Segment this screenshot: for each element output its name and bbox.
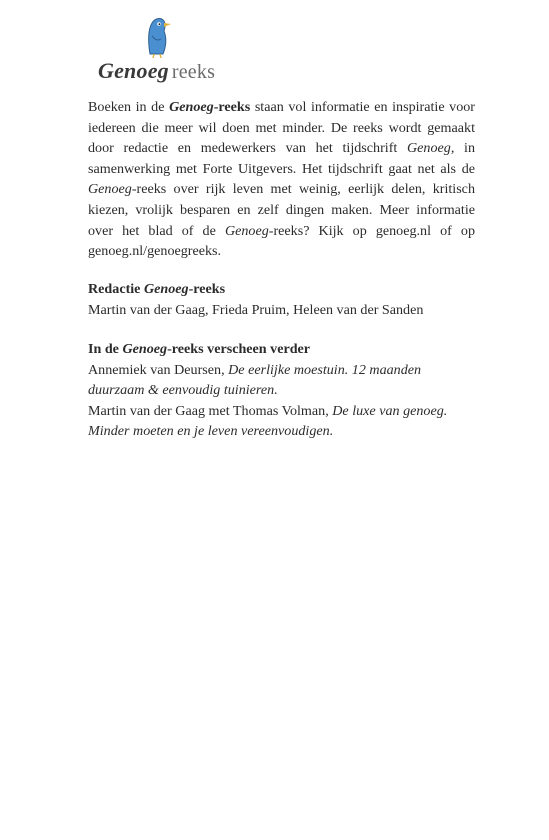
intro-text: -reeks over rijk leven met weinig, eerlijk delen, kritisch kiezen, vrolijk besparen en zelf dingen maken. Meer informatie over het blad of de (88, 181, 475, 239)
redactie-heading (88, 279, 488, 300)
book-title: De eerlijke moestuin. 12 maanden (228, 361, 422, 378)
series-name: Genoeg (88, 181, 132, 198)
intro-text: -reeks? Kijk op genoeg.nl of op genoeg.nl/genoegreeks. (88, 222, 475, 260)
series-name: Genoeg (122, 341, 168, 357)
book-title: duurzaam & eenvoudig tuinieren. (88, 382, 278, 399)
book-title: De luxe van genoeg. (332, 402, 448, 419)
heading-text: In de (88, 341, 123, 357)
redactie-names: Martin van der Gaag, Frieda Pruim, Heleen van der Sanden (88, 301, 424, 318)
bird-icon (142, 14, 172, 58)
intro-text: , in samenwerking met Forte Uitgevers. Het tijdschrift gaat net als de (88, 140, 475, 177)
heading-text: -reeks (188, 281, 226, 297)
series-name: Genoeg (143, 281, 189, 297)
book-entry (88, 360, 488, 381)
magazine-name: Genoeg (406, 140, 451, 157)
intro-text: -reeks (213, 99, 251, 115)
book-author: Martin van der Gaag met Thomas Volman, (88, 402, 333, 419)
logo-wordmark (98, 58, 215, 84)
redactie-section (88, 279, 488, 320)
book-author: Annemiek van Deursen, (88, 361, 229, 378)
heading-text: -reeks verscheen verder (167, 341, 311, 357)
genoeg-reeks-logo (98, 14, 238, 84)
verschenen-section (88, 339, 488, 442)
book-entry-cont (88, 421, 488, 442)
intro-text: Boeken in de (88, 99, 170, 115)
intro-paragraph (88, 97, 475, 262)
verschenen-heading (88, 339, 488, 360)
series-name: Genoeg (224, 222, 269, 239)
logo-brand: Genoeg (98, 58, 169, 83)
series-name: Genoeg (169, 99, 214, 115)
logo-suffix: reeks (171, 61, 216, 83)
heading-text: Redactie (88, 281, 144, 297)
intro-text: staan vol informatie en inspiratie voor iedereen die meer wil doen met minder. De reeks wordt gemaakt door redactie en medewerkers van het tijdschrift (88, 99, 475, 157)
book-entry-cont (88, 380, 488, 401)
book-entry (88, 401, 488, 422)
book-title: Minder moeten en je leven vereenvoudigen. (88, 423, 334, 440)
